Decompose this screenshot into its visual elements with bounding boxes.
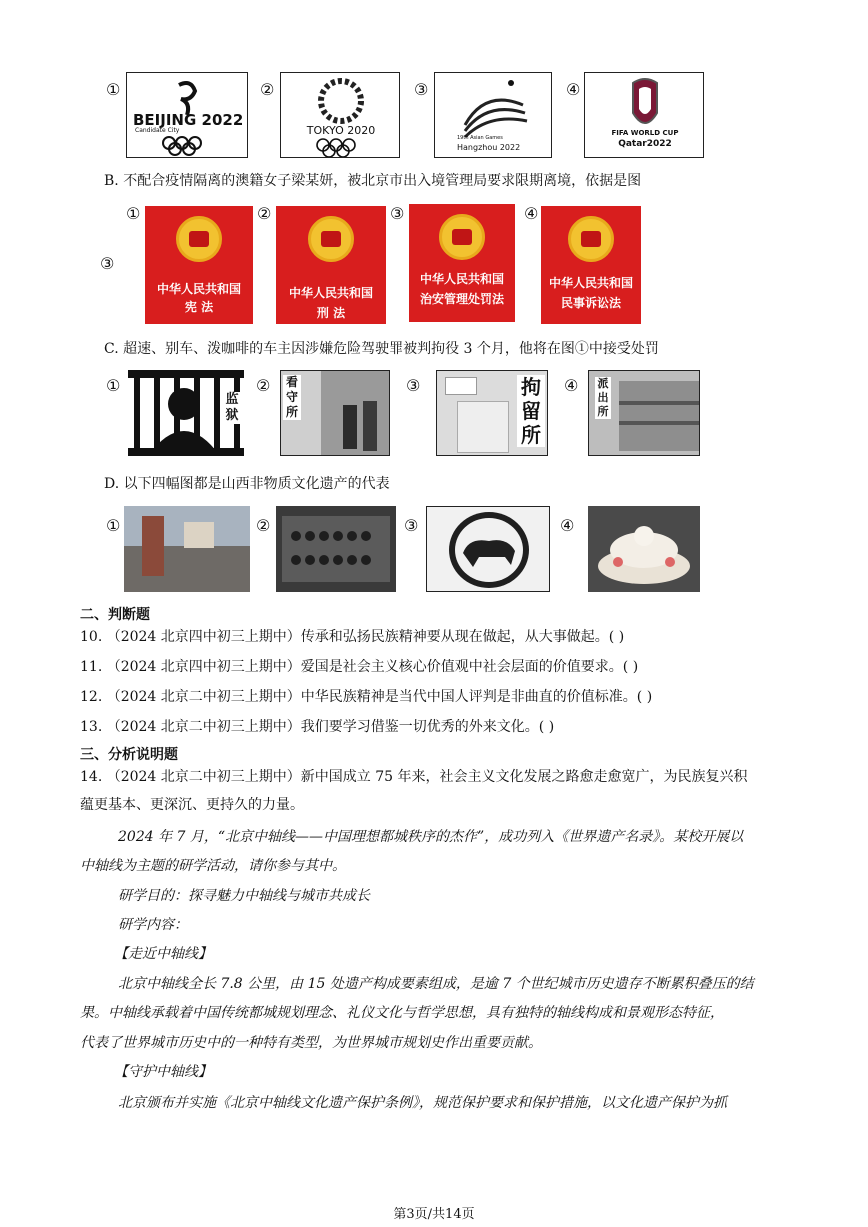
material-para2-line3: 代表了世界城市历史中的一种特有类型，为世界城市规划史作出重要贡献。 [80, 1035, 542, 1051]
folk-performance-image [124, 506, 250, 592]
tokyo-2020-logo [280, 72, 400, 158]
book-label-2: ② [257, 204, 272, 223]
option-d-text: D. 以下四幅图都是山西非物质文化遗产的代表 [104, 476, 390, 492]
prison-sign: 监狱 [225, 392, 239, 423]
hangzhou-2022-logo [434, 72, 552, 158]
abacus-image [276, 506, 396, 592]
study-content: 研学内容： [118, 917, 188, 933]
book-label-4: ④ [524, 204, 539, 223]
paper-cutting-image [426, 506, 550, 592]
place-label-4: ④ [564, 376, 579, 395]
heritage-label-3: ③ [404, 516, 419, 535]
option-b-text: B. 不配合疫情隔离的澳籍女子梁某妍，被北京市出入境管理局要求限期离境，依据是图 [104, 173, 642, 189]
section-3-title: 三、分析说明题 [80, 747, 178, 763]
civil-procedure-law-book [541, 206, 641, 324]
beijing-logo-sub: Candidate City [135, 127, 180, 134]
qatar-logo-sub: Qatar2022 [618, 139, 672, 149]
book-title-line1: 中华人民共和国 [288, 286, 373, 300]
subheading-approach: 【走近中轴线】 [114, 946, 212, 962]
option-label-2: ② [260, 80, 275, 99]
detention-center-image [280, 370, 390, 456]
material-para1-line2: 中轴线为主题的研学活动，请你参与其中。 [80, 858, 346, 874]
heritage-label-2: ② [256, 516, 271, 535]
question-11: 11. （2024 北京四中初三上期中）爱国是社会主义核心价值观中社会层面的价值要求。( ) [80, 659, 639, 675]
question-14-line1: 14. （2024 北京二中初三上期中）新中国成立 75 年来，社会主义文化发展之路愈走愈宽广，为民族复兴积 [80, 769, 748, 785]
material-para2-line2: 果。中轴线承载着中国传统都城规划理念、礼仪文化与哲学思想，具有独特的轴线构成和景观形态特征， [80, 1005, 724, 1021]
tokyo-2020-emblem-icon [281, 73, 400, 158]
place-label-1: ① [106, 376, 121, 395]
constitution-book [145, 206, 253, 324]
option-c-text: C. 超速、别车、泼咖啡的车主因涉嫌危险驾驶罪被判拘役 3 个月，他将在图①中接受处罚 [104, 341, 659, 357]
person-silhouette [363, 401, 377, 451]
book-label-3: ③ [390, 204, 405, 223]
question-13: 13. （2024 北京二中初三上期中）我们要学习借鉴一切优秀的外来文化。( ) [80, 719, 555, 735]
book-title-line2: 治安管理处罚法 [419, 292, 504, 306]
qatar-logo-text: FIFA WORLD CUP [611, 129, 679, 137]
book-title-line2: 民事诉讼法 [560, 296, 621, 310]
paper-cut-ox-icon [427, 507, 550, 592]
subheading-protect: 【守护中轴线】 [114, 1064, 212, 1080]
detention-center-sign: 看守所 [283, 375, 301, 420]
question-14-line2: 蕴更基本、更深沉、更持久的力量。 [80, 797, 304, 813]
tokyo-logo-text: TOKYO 2020 [306, 124, 376, 137]
heritage-label-4: ④ [560, 516, 575, 535]
hangzhou-logo-sub: 19th Asian Games [457, 135, 503, 141]
beijing-logo-text: BEIJING 2022 [133, 111, 244, 129]
book-title-line2: 刑 法 [316, 306, 346, 320]
book-title-line2: 宪 法 [184, 300, 214, 314]
material-para2-line1: 北京中轴线全长 7.8 公里，由 15 处遗产构成要素组成，是逾 7 个世纪城市历史遗存不断累积叠压的结 [118, 976, 754, 992]
national-emblem-icon [308, 216, 354, 262]
police-station-image [588, 370, 700, 456]
section-2-title: 二、判断题 [80, 607, 150, 623]
book-title-line1: 中华人民共和国 [156, 282, 241, 296]
book-title-line1: 中华人民共和国 [548, 276, 633, 290]
place-label-3: ③ [406, 376, 421, 395]
place-label-2: ② [256, 376, 271, 395]
police-station-sign: 派出所 [595, 377, 611, 419]
book-label-1: ① [126, 204, 141, 223]
beijing-2022-logo [126, 72, 248, 158]
option-label-4: ④ [566, 80, 581, 99]
qatar-2022-logo [584, 72, 704, 158]
heritage-label-1: ① [106, 516, 121, 535]
criminal-law-book [276, 206, 386, 324]
detention-house-image [436, 370, 548, 456]
option-label-3: ③ [414, 80, 429, 99]
question-12: 12. （2024 北京二中初三上期中）中华民族精神是当代中国人评判是非曲直的价值标准。( ) [80, 689, 653, 705]
material-para1-line1: 2024 年 7 月，“北京中轴线——中国理想都城秩序的杰作”，成功列入《世界遗产名录》。某校开展以 [118, 829, 744, 845]
dough-sculpture-image [588, 506, 700, 592]
performer-figure [142, 516, 164, 576]
study-purpose: 研学目的：探寻魅力中轴线与城市共成长 [118, 888, 370, 904]
hangzhou-logo-text: Hangzhou 2022 [457, 143, 521, 152]
national-emblem-icon [176, 216, 222, 262]
detention-house-sign: 拘留所 [517, 375, 545, 447]
public-security-law-book [409, 204, 515, 322]
flower-bun-icon [588, 506, 700, 592]
option-label-1: ① [106, 80, 121, 99]
national-emblem-icon [568, 216, 614, 262]
abacus-icon [276, 506, 396, 592]
national-emblem-icon [439, 214, 485, 260]
prison-image [128, 370, 244, 456]
question-10: 10. （2024 北京四中初三上期中）传承和弘扬民族精神要从现在做起，从大事做起。( ) [80, 629, 625, 645]
material-para3-line1: 北京颁布并实施《北京中轴线文化遗产保护条例》，规范保护要求和保护措施，以文化遗产保护为抓 [118, 1095, 727, 1111]
answer-mark: ③ [100, 254, 115, 273]
person-silhouette [343, 405, 357, 449]
book-title-line1: 中华人民共和国 [419, 272, 504, 286]
page-number: 第3页/共14页 [393, 1207, 475, 1222]
